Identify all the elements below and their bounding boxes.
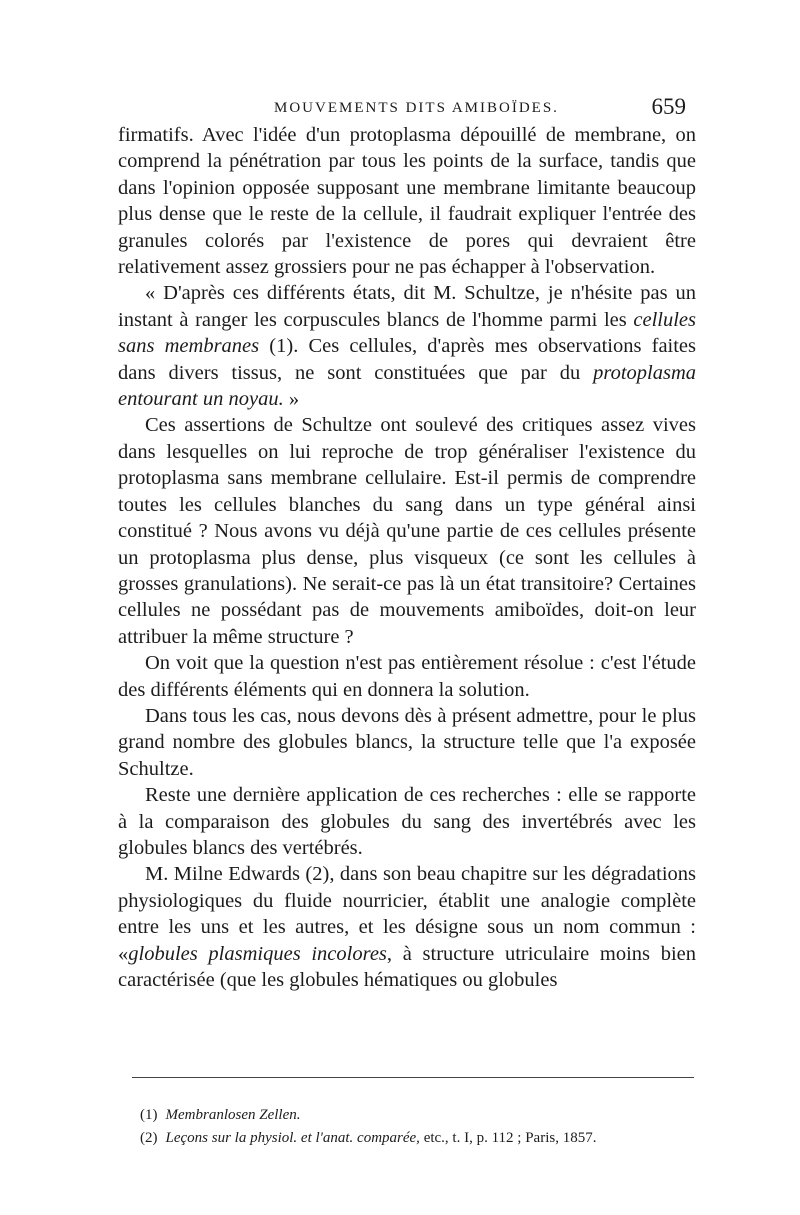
paragraph-7-text-b: , à structure utriculaire moins bien caractérisée (que les globules hématiques ou globules <box>118 942 696 991</box>
footnote-2 <box>140 1127 700 1150</box>
paragraph-3: Ces assertions de Schultze ont soulevé des critiques assez vives dans lesquelles on lui reproche de trop généraliser l'existence du protoplasma sans membrane cellulaire. Est-il permis de comprendre toutes les cellules blanches du sang dans un type général ainsi constitué ? Nous avons vu déjà qu'une partie de ces cellules présente un protoplasma plus dense, plus visqueux (ce sont les cellules à grosses granulations). Ne serait-ce pas là un état transitoire? Certaines cellules ne possédant pas de mouvements amiboïdes, doit-on leur attribuer la même structure ? <box>118 414 696 648</box>
paragraph-2-emphasis-2: protoplasma entourant un noyau. <box>118 361 696 411</box>
paragraph-7-text-a: M. Milne Edwards (2), dans son beau chapitre sur les dégradations physiologiques du fluide nourricier, établit une analogie complète entre les uns et les autres, et les désigne sous un nom commun : « <box>118 863 696 965</box>
footnote-2-emphasis: Leçons sur la physiol. et l'anat. comparée, <box>165 1130 420 1146</box>
footnote-2-mark: (2) <box>140 1130 158 1146</box>
page-number: 659 <box>651 94 686 119</box>
page-header <box>118 94 692 124</box>
paragraph-2-text-b: (1). Ces cellules, d'après mes observations faites dans divers tissus, ne sont constituées que par du <box>118 335 697 384</box>
footnote-1 <box>140 1104 700 1127</box>
paragraph-7-emphasis-1: globules plasmiques incolores <box>128 942 387 965</box>
paragraph-2-emphasis-1: cellules sans membranes <box>118 308 696 358</box>
footnote-divider <box>132 1077 694 1078</box>
paragraph-2-text-c: » <box>283 388 300 411</box>
paragraph-4: On voit que la question n'est pas entièrement résolue : c'est l'étude des différents éléments qui en donnera la solution. <box>118 652 696 701</box>
footnote-2-text: etc., t. I, p. 112 ; Paris, 1857. <box>419 1130 597 1146</box>
paragraph-6: Reste une dernière application de ces recherches : elle se rapporte à la comparaison des globules du sang des invertébrés avec les globules blancs des vertébrés. <box>118 784 696 859</box>
paragraph-1: firmatifs. Avec l'idée d'un protoplasma dépouillé de membrane, on comprend la pénétration par tous les points de la surface, tandis que dans l'opinion opposée supposant une membrane limitante beaucoup plus dense que le reste de la cellule, il faudrait expliquer l'entrée des granules colorés par l'existence de pores qui devraient être relativement assez grossiers pour ne pas échapper à l'observation. <box>118 124 696 279</box>
paragraph-5: Dans tous les cas, nous devons dès à présent admettre, pour le plus grand nombre des globules blancs, la structure telle que l'a exposée Schultze. <box>118 704 696 780</box>
paragraph-7 <box>118 861 696 993</box>
paragraph-2 <box>118 280 696 412</box>
running-title: MOUVEMENTS DITS AMIBOÏDES. <box>274 100 559 116</box>
body-text <box>118 122 696 993</box>
footnotes <box>140 1104 700 1150</box>
footnote-1-mark: (1) <box>140 1107 158 1123</box>
footnote-1-text: Membranlosen Zellen. <box>165 1107 301 1123</box>
paragraph-2-text-a: « D'après ces différents états, dit M. Schultze, je n'hésite pas un instant à ranger les corpuscules blancs de l'homme parmi les <box>118 282 696 331</box>
